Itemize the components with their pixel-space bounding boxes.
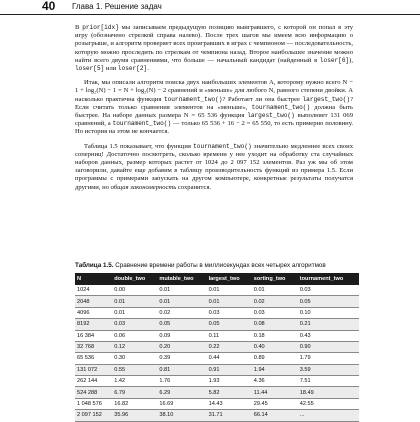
inline-code: tournament_two() (163, 95, 223, 103)
table-row (75, 341, 359, 352)
table-cell: 1.94 (252, 364, 298, 375)
column-header: double_two (112, 273, 157, 285)
table-cell: 0.00 (112, 285, 157, 296)
table-cell: 524 288 (75, 387, 112, 398)
table-row (75, 296, 359, 307)
table-cell: 0.02 (157, 307, 206, 318)
table-row (75, 376, 359, 387)
text-run: В (75, 24, 83, 31)
table-cell: 262 144 (75, 376, 112, 387)
inline-code: loser[5] (75, 65, 105, 73)
inline-code: largest_two() (302, 95, 351, 103)
table-cell: 16.69 (157, 398, 206, 409)
inline-code: tournament_two() (193, 142, 252, 150)
text-run: сохранится. (176, 183, 212, 191)
table-cell: 0.81 (157, 364, 206, 375)
table-cell: 0.05 (207, 319, 252, 330)
table-cell: 0.01 (157, 285, 206, 296)
table-cell: 6.29 (157, 387, 206, 398)
table-cell: 0.18 (252, 330, 298, 341)
table-cell: 0.43 (298, 330, 359, 341)
column-header: tournament_two (298, 273, 359, 285)
table-cell: 0.09 (157, 330, 206, 341)
table-cell: 32 768 (75, 341, 112, 352)
emphasis-text: общая закономерность (110, 183, 177, 191)
table-cell: 1.76 (157, 376, 206, 387)
table-cell: 4096 (75, 307, 112, 318)
timing-table (75, 273, 359, 422)
inline-code: loser[2] (117, 65, 148, 73)
table-cell: 18.49 (298, 387, 359, 398)
table-cell: 0.03 (252, 307, 298, 318)
column-header: mutable_two (157, 273, 206, 285)
table-cell: 0.40 (252, 341, 298, 352)
table-cell: 1024 (75, 285, 112, 296)
table-row (75, 330, 359, 341)
table-cell: 0.21 (298, 319, 359, 330)
table-cell: 0.44 (207, 353, 252, 364)
table-cell: 6.79 (112, 387, 157, 398)
table-cell: 16.82 (112, 398, 157, 409)
table-cell: 14.43 (207, 398, 252, 409)
table-row (75, 398, 359, 409)
table-cell: 0.22 (207, 341, 252, 352)
inline-code: tournament_two() (112, 120, 172, 128)
text-run: или (104, 65, 118, 73)
column-header: N (75, 273, 112, 285)
table-cell: 0.90 (298, 341, 359, 352)
table-cell: 66.14 (252, 410, 298, 421)
table-cell: 1.42 (112, 376, 157, 387)
text-run: Итак, мы описали алгоритм поиска двух наибольших элементов A, которому нужно всего N − 1 + log₂(N) − 1 = N + log₂(N) − 2 сравнений и «меньше» для любого N, равного степени двойки. А насколько практична функция (75, 79, 353, 103)
table-cell: 1.79 (298, 353, 359, 364)
table-row (75, 319, 359, 330)
table-cell: 0.01 (112, 307, 157, 318)
table-cell: 2048 (75, 296, 112, 307)
table-cell: 0.55 (112, 364, 157, 375)
table-cell: 65 536 (75, 353, 112, 364)
text-run: значительно медленнее всех своих соперниц! Достаточно посмотреть, сколько времени у нее уходит на обработку ста случайных наборов данных, размер которых растет от 1024 до 2 097 152 элементов. Раз уж мы об этом заговорили, давайте еще добавим в таблицу производительность функций из примера 1.5. Если программы с примерами запускать на другом компьютере, конкретные результаты получатся другими, но (75, 142, 353, 191)
table-caption-text: Сравнение времени работы в миллисекундах всех четырех алгоритмов (113, 262, 326, 269)
chapter-title: Глава 1. Решение задач (72, 2, 162, 11)
inline-code: tournament_two() (251, 103, 311, 111)
text-run: Таблица 1.5 показывает, что функция (84, 142, 194, 150)
text-run: ), (349, 56, 353, 64)
table-cell: 0.11 (207, 330, 252, 341)
table-cell: 0.05 (157, 319, 206, 330)
table-cell: 0.01 (207, 285, 252, 296)
table-cell: 0.03 (298, 285, 359, 296)
table-row (75, 285, 359, 296)
table-cell: 38.10 (157, 410, 206, 421)
table-cell: 0.01 (112, 296, 157, 307)
table-row (75, 307, 359, 318)
table-cell: 0.01 (207, 296, 252, 307)
table-cell: 0.91 (207, 364, 252, 375)
table-cell: 4.36 (252, 376, 298, 387)
table-cell: 1 048 576 (75, 398, 112, 409)
table-cell: 0.02 (252, 296, 298, 307)
table-cell: 35.96 (112, 410, 157, 421)
inline-code: loser[6] (319, 56, 350, 64)
table-cell: 5.82 (207, 387, 252, 398)
table-cell: 0.08 (252, 319, 298, 330)
table-cell: 3.59 (298, 364, 359, 375)
table-cell: 11.44 (252, 387, 298, 398)
table-cell: 0.89 (252, 353, 298, 364)
page-number: 40 (42, 0, 56, 13)
column-header: sorting_two (252, 273, 298, 285)
table-cell: 0.30 (112, 353, 157, 364)
table-cell: 7.51 (298, 376, 359, 387)
paragraph (75, 79, 353, 136)
table-header-row (75, 273, 359, 285)
table-cell: 0.10 (298, 307, 359, 318)
text-run: ? Работает ли она быстрее (222, 95, 303, 103)
table-cell: 31.71 (207, 410, 252, 421)
text-run: мы записываем предыдущую позицию выигравшего, с которой он попал в эту игру (обозначено стрелкой справа налево). После трех шагов мы имеем всю информацию о розыгрыше, и алгоритм проверяет всех проигравших в играх с чемпионом — последовательность, которую можно проследить по стрелкам от чемпиона назад. Второе наибольшее значение можно найти всего двумя сравнениями, что больше — начальный кандидат (найденный в (75, 24, 353, 64)
table-cell: 0.20 (157, 341, 206, 352)
table-caption-label: Таблица 1.5. (75, 262, 114, 269)
table-cell: 29.45 (252, 398, 298, 409)
table-cell: 42.55 (298, 398, 359, 409)
table-cell: 0.12 (112, 341, 157, 352)
table-cell: 131 072 (75, 364, 112, 375)
table-cell: 1.93 (207, 376, 252, 387)
table-row (75, 353, 359, 364)
table-cell: 0.01 (157, 296, 206, 307)
table-cell: 0.01 (252, 285, 298, 296)
text-run: . (147, 65, 149, 73)
text-run: выполняет 131 069 сравнений, а (75, 112, 353, 128)
inline-code: prior[idx] (82, 24, 119, 31)
text-run: — только 65 536 + 16 − 2 = 65 550, то есть примерно половину. Но история на этом не кончается. (75, 120, 353, 136)
paragraph (75, 24, 353, 73)
table-row (75, 387, 359, 398)
table-caption (75, 262, 365, 269)
body-text (75, 24, 353, 198)
table-cell: 0.03 (207, 307, 252, 318)
table-cell: 16 384 (75, 330, 112, 341)
table-cell: 0.39 (157, 353, 206, 364)
column-header: largest_two (207, 273, 252, 285)
table-cell: ... (298, 410, 359, 421)
text-run: ? Если считать только сравнения элементов на «меньше», (75, 95, 353, 111)
table-row (75, 410, 359, 421)
table-cell: 2 097 152 (75, 410, 112, 421)
running-header (0, 0, 420, 15)
table-cell: 8192 (75, 319, 112, 330)
table-cell: 0.03 (112, 319, 157, 330)
text-run: должна быть быстрее. На наборе данных размера N = 65 536 функция (75, 103, 353, 120)
paragraph (75, 143, 353, 192)
table-cell: 0.05 (298, 296, 359, 307)
inline-code: largest_two() (247, 112, 295, 120)
table-body (75, 285, 359, 421)
table-row (75, 364, 359, 375)
table-cell: 0.06 (112, 330, 157, 341)
